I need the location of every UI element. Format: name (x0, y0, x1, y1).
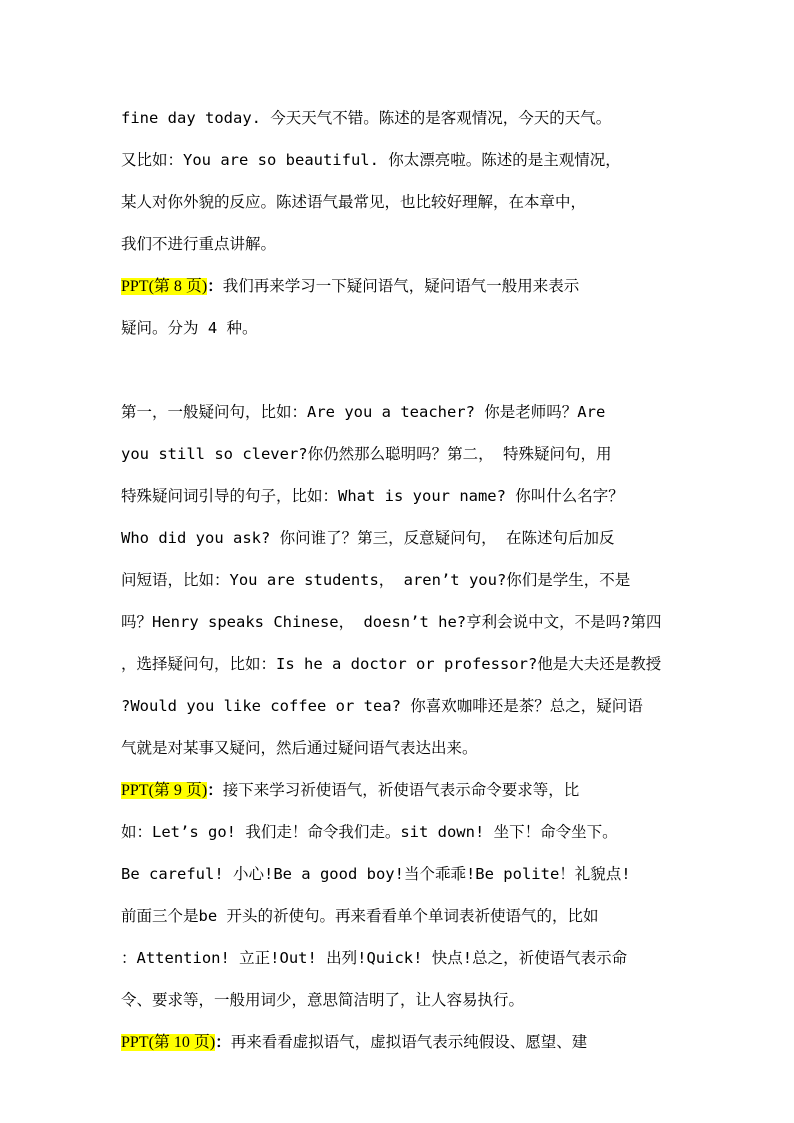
line-text: 气就是对某事又疑问，然后通过疑问语气表达出来。 (121, 739, 478, 757)
line-text: ：Attention! 立正!Out! 出列!Quick! 快点!总之，祈使语气表示命 (121, 949, 628, 967)
text-line (121, 820, 691, 844)
line-text: 某人对你外貌的反应。陈述语气最常见，也比较好理解，在本章中， (121, 193, 587, 211)
line-text: ?Would you like coffee or tea? 你喜欢咖啡还是茶？总之，疑问语 (121, 697, 643, 715)
line-text: Who did you ask? 你问谁了？第三，反意疑问句， 在陈述句后加反 (121, 529, 615, 547)
text-line (121, 778, 691, 802)
text-line (121, 316, 691, 340)
line-text: 吗？Henry speaks Chinese， doesn’t he?亨利会说中文，不是吗?第四 (121, 613, 662, 631)
text-line (121, 526, 691, 550)
text-line (121, 400, 691, 424)
line-text: fine day today. 今天天气不错。陈述的是客观情况，今天的天气。 (121, 109, 612, 127)
line-text: you still so clever?你仍然那么聪明吗？第二， 特殊疑问句，用 (121, 445, 612, 463)
line-text: 令、要求等，一般用词少，意思简洁明了，让人容易执行。 (121, 991, 525, 1009)
text-line (121, 736, 691, 760)
text-line (121, 568, 691, 592)
line-text: 又比如：You are so beautiful. 你太漂亮啦。陈述的是主观情况， (121, 151, 621, 169)
line-text: ，选择疑问句，比如：Is he a doctor or professor?他是大夫还是教授 (121, 655, 662, 673)
text-line (121, 1030, 691, 1054)
line-text: 我们不进行重点讲解。 (121, 235, 277, 253)
text-line (121, 610, 691, 634)
text-line (121, 988, 691, 1012)
text-line (121, 904, 691, 928)
line-text: 第一，一般疑问句，比如：Are you a teacher? 你是老师吗？Are (121, 403, 606, 421)
ppt-page-label: PPT(第 8 页) (121, 278, 208, 295)
text-line (121, 148, 691, 172)
text-line (121, 274, 691, 298)
line-text: 再来看看虚拟语气，虚拟语气表示纯假设、愿望、建 (230, 1033, 588, 1051)
text-line (121, 862, 691, 886)
line-text: 问短语，比如：You are students， aren’t you?你们是学生，不是 (121, 571, 631, 589)
line-text: 接下来学习祈使语气，祈使语气表示命令要求等，比 (222, 781, 580, 799)
ppt-page-label: PPT(第 9 页) (121, 782, 208, 799)
label-colon: ： (207, 781, 223, 799)
text-line (121, 694, 691, 718)
text-line (121, 652, 691, 676)
line-text: 我们再来学习一下疑问语气，疑问语气一般用来表示 (222, 277, 580, 295)
text-line (121, 946, 691, 970)
text-line (121, 106, 691, 130)
text-line (121, 232, 691, 256)
text-line (121, 442, 691, 466)
text-line (121, 484, 691, 508)
line-text: Be careful! 小心!Be a good boy!当个乖乖!Be polite！礼貌点! (121, 865, 631, 883)
line-text: 疑问。分为 4 种。 (121, 319, 258, 337)
label-colon: ： (207, 277, 223, 295)
label-colon: ： (215, 1033, 231, 1051)
ppt-page-label: PPT(第 10 页) (121, 1034, 216, 1051)
line-text: 特殊疑问词引导的句子，比如：What is your name? 你叫什么名字？ (121, 487, 624, 505)
text-line (121, 190, 691, 214)
line-text: 前面三个是be 开头的祈使句。再来看看单个单词表祈使语气的，比如 (121, 907, 599, 925)
line-text: 如：Let’s go! 我们走！命令我们走。sit down! 坐下！命令坐下。 (121, 823, 618, 841)
